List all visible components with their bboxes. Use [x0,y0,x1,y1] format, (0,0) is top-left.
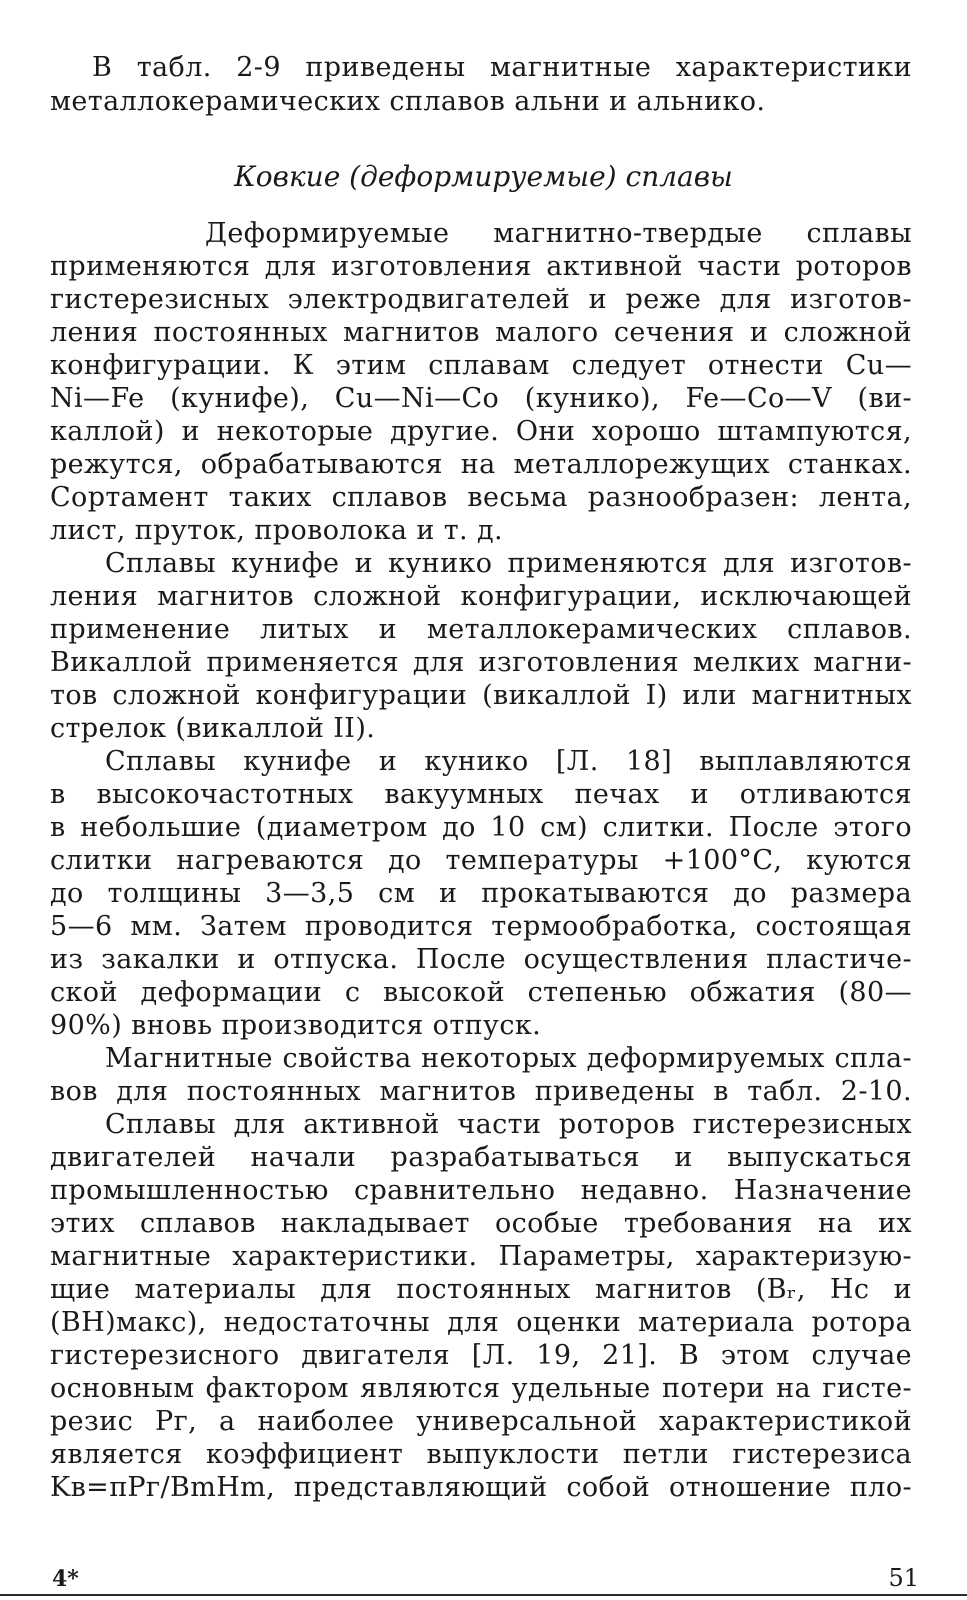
text-line: Ni—Fe (кунифе), Cu—Ni—Co (кунико), Fe—Co—V (ви- [50,383,912,414]
text-line: Сплавы кунифе и кунико применяются для изготов- [105,548,912,579]
text-line: лист, пруток, проволока и т. д. [50,515,504,546]
text-line: режутся, обрабатываются на металлорежущих станках. [50,449,912,480]
text-line: ской деформации с высокой степенью обжатия (80— [50,977,912,1008]
text-line: резис Pг, а наиболее универсальной характеристикой [50,1406,912,1437]
text-line: применение литых и металлокерамических сплавов. [50,614,912,645]
text-line: Магнитные свойства некоторых деформируемых спла- [105,1043,912,1074]
text-line: конфигурации. К этим сплавам следует отнести Cu— [50,350,912,381]
text-line: основным фактором являются удельные потери на гисте- [50,1373,912,1404]
signature-mark: 4* [52,1566,79,1592]
text-line: промышленностью сравнительно недавно. Назначение [50,1175,912,1206]
text-line: тов сложной конфигурации (викаллой I) или магнитных [50,680,912,711]
text-line: 5—6 мм. Затем проводится термообработка, состоящая [50,911,912,942]
text-line: Деформируемые магнитно-твердые сплавы [205,218,912,249]
text-line: Сплавы кунифе и кунико [Л. 18] выплавляются [105,746,912,777]
text-line: двигателей начали разрабатываться и выпускаться [50,1142,912,1173]
text-line: стрелок (викаллой II). [50,713,376,744]
text-line: (BH)макс), недостаточны для оценки материала ротора [50,1307,912,1338]
text-line: в высокочастотных вакуумных печах и отливаются [50,779,912,810]
text-line: В табл. 2-9 приведены магнитные характеристики [92,52,912,83]
text-line: металлокерамических сплавов альни и альнико. [50,86,766,117]
text-line: до толщины 3—3,5 см и прокатываются до размера [50,878,912,909]
text-line: гистерезисных электродвигателей и реже для изготов- [50,284,912,315]
text-line: Викаллой применяется для изготовления мелких магни- [50,647,912,678]
text-line: слитки нагреваются до температуры +100°С, куются [50,845,912,876]
text-line: гистерезисного двигателя [Л. 19, 21]. В этом случае [50,1340,912,1371]
text-line: ления магнитов сложной конфигурации, исключающей [50,581,912,612]
text-line: Сплавы для активной части роторов гистерезисных [105,1109,912,1140]
text-line: Сортамент таких сплавов весьма разнообразен: лента, [50,482,912,513]
text-line: применяются для изготовления активной части роторов [50,251,912,282]
text-line: Kв=πPг/BmHm, представляющий собой отношение пло- [50,1472,912,1503]
text-line: этих сплавов накладывает особые требования на их [50,1208,912,1239]
text-line: щие материалы для постоянных магнитов (Bᵣ, Hc и [50,1274,912,1305]
text-line: из закалки и отпуска. После осуществления пластиче- [50,944,912,975]
text-line: каллой) и некоторые другие. Они хорошо штампуются, [50,416,912,447]
text-line: 90%) вновь производится отпуск. [50,1010,542,1041]
text-line: вов для постоянных магнитов приведены в табл. 2-10. [50,1076,912,1107]
text-line: ления постоянных магнитов малого сечения и сложной [50,317,912,348]
bottom-rule [0,1594,967,1596]
text-line: в небольшие (диаметром до 10 см) слитки. После этого [50,812,912,843]
section-heading: Ковкие (деформируемые) сплавы [234,160,733,193]
text-line: магнитные характеристики. Параметры, характеризую- [50,1241,912,1272]
page-number: 51 [888,1564,919,1592]
text-line: является коэффициент выпуклости петли гистерезиса [50,1439,912,1470]
